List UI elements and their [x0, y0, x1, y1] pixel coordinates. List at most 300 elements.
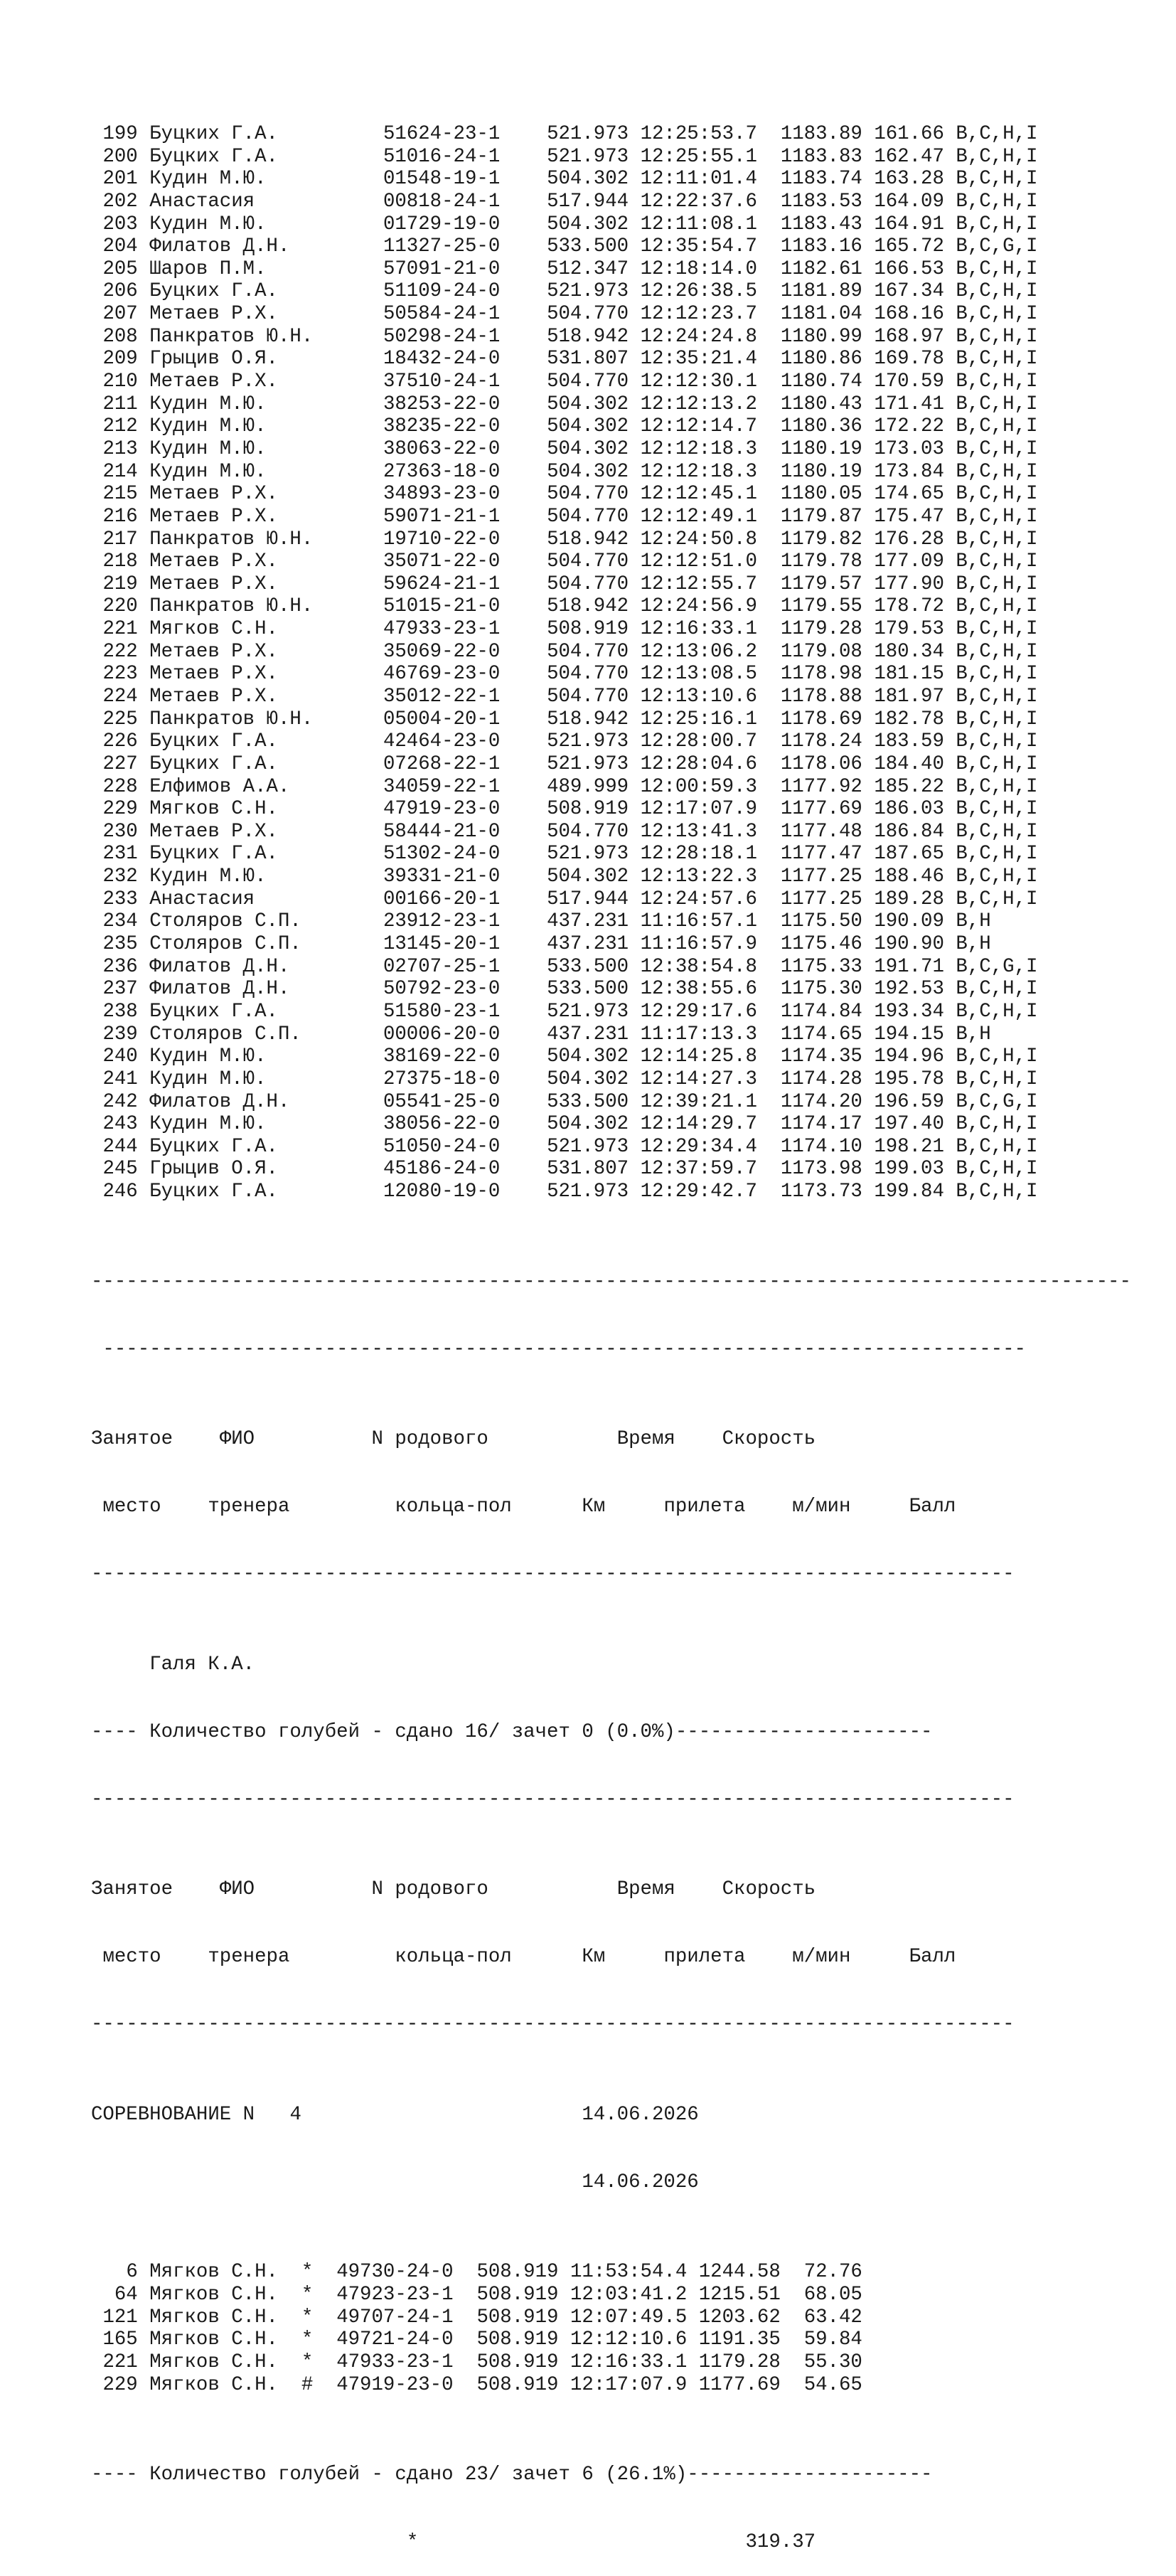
ring-cell: 01548-19-1: [383, 168, 501, 191]
km-cell: 521.973: [547, 730, 629, 753]
place-cell: 218: [102, 550, 138, 573]
table-row: [91, 888, 1131, 911]
ring-cell: 51109-24-0: [383, 280, 501, 303]
points-cell: 191.71: [874, 955, 944, 978]
time-cell: 11:17:13.3: [640, 1023, 757, 1045]
name-cell: Мягков С.Н.: [149, 2373, 278, 2396]
ring-cell: 00818-24-1: [383, 190, 501, 213]
place-cell: 121: [102, 2306, 138, 2328]
place-cell: 221: [102, 618, 138, 641]
table-row: [91, 753, 1131, 776]
km-cell: 533.500: [547, 1090, 629, 1113]
km-cell: 504.302: [547, 393, 629, 415]
place-cell: 246: [102, 1181, 138, 1203]
ring-cell: 35071-22-0: [383, 550, 501, 573]
km-cell: 508.919: [476, 2351, 559, 2373]
speed-cell: 1179.82: [780, 528, 862, 550]
speed-cell: 1179.87: [780, 505, 862, 528]
time-cell: 12:14:27.3: [640, 1068, 757, 1090]
time-cell: 12:12:18.3: [640, 437, 757, 460]
points-cell: 163.28: [874, 168, 944, 191]
km-cell: 533.500: [547, 235, 629, 258]
header-speed-label: м/мин: [792, 1946, 851, 1969]
name-cell: Буцких Г.А.: [149, 752, 278, 775]
km-cell: 504.302: [547, 866, 629, 888]
name-cell: Елфимов А.А.: [149, 775, 290, 798]
ring-cell: 51050-24-0: [383, 1135, 501, 1158]
speed-cell: 1177.25: [780, 888, 862, 910]
time-cell: 12:13:41.3: [640, 820, 757, 843]
speed-cell: 1180.19: [780, 437, 862, 460]
ring-cell: 49730-24-0: [336, 2261, 454, 2284]
ring-cell: 01729-19-0: [383, 213, 501, 235]
ring-cell: 27375-18-0: [383, 1068, 501, 1090]
ring-cell: 50298-24-1: [383, 325, 501, 348]
place-cell: 201: [102, 168, 138, 191]
speed-cell: 1175.46: [780, 933, 862, 956]
place-cell: 221: [102, 2351, 138, 2373]
flags-cell: B,C,H,I: [956, 1113, 1038, 1136]
name-cell: Панкратов Ю.Н.: [149, 595, 314, 618]
table-row: [91, 235, 1131, 258]
time-cell: 12:22:37.6: [640, 190, 757, 213]
flags-cell: B,C,H,I: [956, 550, 1038, 573]
table-row: [91, 393, 1131, 416]
points-cell: 182.78: [874, 708, 944, 730]
flags-cell: B,C,H,I: [956, 573, 1038, 595]
points-cell: 186.84: [874, 820, 944, 843]
header-name-label: ФИО: [219, 1878, 255, 1901]
km-cell: 508.919: [476, 2261, 559, 2284]
time-cell: 12:25:53.7: [640, 122, 757, 145]
time-cell: 11:16:57.9: [640, 933, 757, 956]
flags-cell: B,C,H,I: [956, 820, 1038, 843]
points-cell: 164.91: [874, 213, 944, 235]
place-cell: 209: [102, 348, 138, 371]
place-cell: 233: [102, 888, 138, 910]
ring-cell: 07268-22-1: [383, 752, 501, 775]
table-row: [91, 708, 1131, 731]
place-cell: 242: [102, 1090, 138, 1113]
name-cell: Филатов Д.Н.: [149, 1090, 290, 1113]
km-cell: 518.942: [547, 325, 629, 348]
points-cell: 173.84: [874, 460, 944, 483]
km-cell: 533.500: [547, 955, 629, 978]
km-cell: 504.770: [547, 663, 629, 686]
points-cell: 55.30: [803, 2351, 862, 2373]
place-cell: 228: [102, 775, 138, 798]
speed-cell: 1180.86: [780, 348, 862, 371]
name-cell: Шаров П.М.: [149, 257, 267, 280]
place-cell: 231: [102, 843, 138, 866]
name-cell: Столяров С.П.: [149, 1023, 301, 1045]
name-cell: Грыцив О.Я.: [149, 348, 278, 371]
points-cell: 188.46: [874, 866, 944, 888]
time-cell: 12:12:18.3: [640, 460, 757, 483]
points-cell: 172.22: [874, 415, 944, 438]
points-cell: 54.65: [803, 2373, 862, 2396]
place-cell: 199: [102, 122, 138, 145]
speed-cell: 1175.30: [780, 978, 862, 1001]
points-cell: 175.47: [874, 505, 944, 528]
points-cell: 165.72: [874, 235, 944, 258]
name-cell: Метаев Р.Х.: [149, 663, 278, 686]
time-cell: 12:12:10.6: [570, 2328, 688, 2351]
table-row: [91, 1113, 1131, 1136]
speed-cell: 1180.36: [780, 415, 862, 438]
name-cell: Метаев Р.Х.: [149, 371, 278, 393]
table-row: [91, 146, 1131, 169]
separator-line: -------------------------------------------------------------------------------: [91, 1563, 1015, 1586]
time-cell: 12:12:45.1: [640, 483, 757, 506]
place-cell: 240: [102, 1045, 138, 1068]
header-ring-label: кольца-пол: [395, 1946, 512, 1969]
speed-cell: 1177.47: [780, 843, 862, 866]
header-speed-label: Скорость: [722, 1878, 816, 1901]
km-cell: 437.231: [547, 910, 629, 933]
km-cell: 508.919: [476, 2328, 559, 2351]
time-cell: 12:11:01.4: [640, 168, 757, 191]
flags-cell: B,C,H,I: [956, 1045, 1038, 1068]
name-cell: Кудин М.Ю.: [149, 437, 267, 460]
ring-cell: 51624-23-1: [383, 122, 501, 145]
speed-cell: 1177.69: [698, 2373, 781, 2396]
header-name-label: тренера: [208, 1496, 290, 1518]
points-cell: 186.03: [874, 798, 944, 821]
points-cell: 199.03: [874, 1158, 944, 1181]
flags-cell: B,H: [956, 933, 991, 956]
speed-cell: 1179.57: [780, 573, 862, 595]
ring-cell: 49721-24-0: [336, 2328, 454, 2351]
flags-cell: B,C,H,I: [956, 752, 1038, 775]
ring-cell: 38056-22-0: [383, 1113, 501, 1136]
ring-cell: 45186-24-0: [383, 1158, 501, 1181]
flags-cell: B,C,H,I: [956, 1181, 1038, 1203]
flags-cell: B,C,H,I: [956, 640, 1038, 663]
time-cell: 12:00:59.3: [640, 775, 757, 798]
time-cell: 12:12:51.0: [640, 550, 757, 573]
place-cell: 208: [102, 325, 138, 348]
time-cell: 12:12:23.7: [640, 303, 757, 326]
ring-cell: 38169-22-0: [383, 1045, 501, 1068]
time-cell: 12:12:13.2: [640, 393, 757, 415]
total-points: 319.37: [745, 2531, 816, 2554]
flags-cell: B,C,H,I: [956, 618, 1038, 641]
speed-cell: 1181.89: [780, 280, 862, 303]
table-row: [91, 1158, 1131, 1181]
flags-cell: B,C,H,I: [956, 257, 1038, 280]
place-cell: 64: [114, 2284, 138, 2306]
place-cell: 200: [102, 145, 138, 168]
place-cell: 202: [102, 190, 138, 213]
km-cell: 504.302: [547, 1045, 629, 1068]
ring-cell: 18432-24-0: [383, 348, 501, 371]
place-cell: 227: [102, 752, 138, 775]
mark-cell: *: [301, 2306, 314, 2328]
points-cell: 177.90: [874, 573, 944, 595]
km-cell: 508.919: [547, 798, 629, 821]
header-time-label: Время: [616, 1878, 675, 1901]
name-cell: Метаев Р.Х.: [149, 483, 278, 506]
table-row: [91, 1181, 1131, 1203]
table-row: [91, 663, 1131, 686]
table-row: [91, 303, 1131, 326]
header-km-label: Км: [582, 1946, 606, 1969]
name-cell: Буцких Г.А.: [149, 843, 278, 866]
flags-cell: B,C,H,I: [956, 798, 1038, 821]
time-cell: 12:13:08.5: [640, 663, 757, 686]
time-cell: 12:07:49.5: [570, 2306, 688, 2328]
table-row: [91, 1045, 1131, 1068]
speed-cell: 1174.10: [780, 1135, 862, 1158]
speed-cell: 1179.28: [780, 618, 862, 641]
time-cell: 12:03:41.2: [570, 2284, 688, 2306]
km-cell: 504.770: [547, 371, 629, 393]
summary-text: Количество голубей - сдано 23/ зачет 6 (26.1%): [149, 2464, 688, 2486]
flags-cell: B,C,H,I: [956, 145, 1038, 168]
time-cell: 12:29:17.6: [640, 1000, 757, 1023]
time-cell: 12:28:18.1: [640, 843, 757, 866]
flags-cell: B,C,H,I: [956, 843, 1038, 866]
time-cell: 12:13:10.6: [640, 685, 757, 708]
ring-cell: 59624-21-1: [383, 573, 501, 595]
place-cell: 220: [102, 595, 138, 618]
flags-cell: B,C,H,I: [956, 528, 1038, 550]
points-cell: 72.76: [803, 2261, 862, 2284]
time-cell: 12:14:29.7: [640, 1113, 757, 1136]
speed-cell: 1180.05: [780, 483, 862, 506]
km-cell: 521.973: [547, 122, 629, 145]
name-cell: Метаев Р.Х.: [149, 505, 278, 528]
place-cell: 244: [102, 1135, 138, 1158]
table-row: [91, 910, 1131, 933]
points-cell: 181.15: [874, 663, 944, 686]
ring-cell: 00166-20-1: [383, 888, 501, 910]
ring-cell: 13145-20-1: [383, 933, 501, 956]
points-cell: 189.28: [874, 888, 944, 910]
table-row: [91, 956, 1131, 979]
km-cell: 521.973: [547, 1181, 629, 1203]
name-cell: Буцких Г.А.: [149, 145, 278, 168]
table-row: [91, 2328, 1131, 2351]
points-cell: 59.84: [803, 2328, 862, 2351]
km-cell: 504.302: [547, 213, 629, 235]
time-cell: 12:28:00.7: [640, 730, 757, 753]
km-cell: 504.770: [547, 303, 629, 326]
points-cell: 168.16: [874, 303, 944, 326]
speed-cell: 1178.88: [780, 685, 862, 708]
speed-cell: 1178.98: [780, 663, 862, 686]
place-cell: 203: [102, 213, 138, 235]
km-cell: 504.770: [547, 550, 629, 573]
speed-cell: 1175.33: [780, 955, 862, 978]
points-cell: 162.47: [874, 145, 944, 168]
points-cell: 161.66: [874, 122, 944, 145]
km-cell: 504.302: [547, 168, 629, 191]
ring-cell: 47933-23-1: [383, 618, 501, 641]
points-cell: 190.90: [874, 933, 944, 956]
ring-cell: 38253-22-0: [383, 393, 501, 415]
time-cell: 12:12:14.7: [640, 415, 757, 438]
separator-line: -------------------------------------------------------------------------------: [91, 1338, 1026, 1361]
flags-cell: B,C,H,I: [956, 978, 1038, 1001]
place-cell: 236: [102, 955, 138, 978]
name-cell: Кудин М.Ю.: [149, 168, 267, 191]
ring-cell: 27363-18-0: [383, 460, 501, 483]
place-cell: 234: [102, 910, 138, 933]
place-cell: 239: [102, 1023, 138, 1045]
name-cell: Столяров С.П.: [149, 910, 301, 933]
speed-cell: 1244.58: [698, 2261, 781, 2284]
points-cell: 179.53: [874, 618, 944, 641]
header-speed-label: Скорость: [722, 1428, 816, 1451]
speed-cell: 1174.65: [780, 1023, 862, 1045]
ring-cell: 46769-23-0: [383, 663, 501, 686]
header-time-label: прилета: [663, 1496, 746, 1518]
name-cell: Филатов Д.Н.: [149, 235, 290, 258]
flags-cell: B,C,H,I: [956, 595, 1038, 618]
km-cell: 504.770: [547, 685, 629, 708]
competition-label: СОРЕВНОВАНИЕ N: [91, 2103, 255, 2126]
ring-cell: 50792-23-0: [383, 978, 501, 1001]
place-cell: 241: [102, 1068, 138, 1090]
points-cell: 68.05: [803, 2284, 862, 2306]
name-cell: Метаев Р.Х.: [149, 303, 278, 326]
mark-cell: *: [301, 2351, 314, 2373]
km-cell: 517.944: [547, 190, 629, 213]
flags-cell: B,C,H,I: [956, 460, 1038, 483]
km-cell: 508.919: [476, 2306, 559, 2328]
table-row: [91, 1091, 1131, 1114]
time-cell: 12:18:14.0: [640, 257, 757, 280]
name-cell: Метаев Р.Х.: [149, 550, 278, 573]
place-cell: 204: [102, 235, 138, 258]
km-cell: 504.302: [547, 437, 629, 460]
km-cell: 504.770: [547, 640, 629, 663]
place-cell: 226: [102, 730, 138, 753]
km-cell: 521.973: [547, 280, 629, 303]
points-cell: 63.42: [803, 2306, 862, 2328]
time-cell: 12:24:56.9: [640, 595, 757, 618]
ring-cell: 47923-23-1: [336, 2284, 454, 2306]
km-cell: 504.302: [547, 1113, 629, 1136]
speed-cell: 1177.92: [780, 775, 862, 798]
points-cell: 195.78: [874, 1068, 944, 1090]
points-cell: 170.59: [874, 371, 944, 393]
time-cell: 12:17:07.9: [570, 2373, 688, 2396]
ring-cell: 39331-21-0: [383, 866, 501, 888]
points-cell: 192.53: [874, 978, 944, 1001]
header-ring-label: N родового: [371, 1428, 488, 1451]
name-cell: Панкратов Ю.Н.: [149, 528, 314, 550]
time-cell: 12:12:49.1: [640, 505, 757, 528]
time-cell: 12:26:38.5: [640, 280, 757, 303]
km-cell: 512.347: [547, 257, 629, 280]
km-cell: 518.942: [547, 595, 629, 618]
table-row: [91, 595, 1131, 618]
speed-cell: 1182.61: [780, 257, 862, 280]
name-cell: Грыцив О.Я.: [149, 1158, 278, 1181]
speed-cell: 1183.89: [780, 122, 862, 145]
name-cell: Кудин М.Ю.: [149, 1045, 267, 1068]
column-header-row: [91, 1428, 1131, 1451]
ring-cell: 11327-25-0: [383, 235, 501, 258]
time-cell: 12:29:42.7: [640, 1181, 757, 1203]
flags-cell: B,C,H,I: [956, 348, 1038, 371]
ring-cell: 05004-20-1: [383, 708, 501, 730]
ring-cell: 38235-22-0: [383, 415, 501, 438]
name-cell: Буцких Г.А.: [149, 1181, 278, 1203]
place-cell: 222: [102, 640, 138, 663]
table-row: [91, 978, 1131, 1001]
name-cell: Панкратов Ю.Н.: [149, 325, 314, 348]
speed-cell: 1215.51: [698, 2284, 781, 2306]
name-cell: Кудин М.Ю.: [149, 866, 267, 888]
speed-cell: 1183.74: [780, 168, 862, 191]
name-cell: Кудин М.Ю.: [149, 415, 267, 438]
name-cell: Мягков С.Н.: [149, 2261, 278, 2284]
ring-cell: 38063-22-0: [383, 437, 501, 460]
name-cell: Кудин М.Ю.: [149, 1113, 267, 1136]
header-name-label: ФИО: [219, 1428, 255, 1451]
place-cell: 225: [102, 708, 138, 730]
km-cell: 531.807: [547, 1158, 629, 1181]
header-place-label: место: [102, 1496, 161, 1518]
speed-cell: 1174.28: [780, 1068, 862, 1090]
header-km-label: Км: [582, 1496, 606, 1518]
table-row: [91, 123, 1131, 146]
table-row: [91, 1136, 1131, 1159]
table-row: [91, 483, 1131, 506]
flags-cell: B,C,H,I: [956, 866, 1038, 888]
table-row: [91, 550, 1131, 573]
time-cell: 12:13:06.2: [640, 640, 757, 663]
points-cell: 194.15: [874, 1023, 944, 1045]
ring-cell: 59071-21-1: [383, 505, 501, 528]
mark-cell: *: [301, 2284, 314, 2306]
table-row: [91, 438, 1131, 461]
km-cell: 521.973: [547, 752, 629, 775]
place-cell: 237: [102, 978, 138, 1001]
flags-cell: B,C,H,I: [956, 505, 1038, 528]
ring-cell: 35069-22-0: [383, 640, 501, 663]
km-cell: 504.770: [547, 483, 629, 506]
table-row: [91, 1023, 1131, 1046]
km-cell: 518.942: [547, 708, 629, 730]
header-time-label: Время: [616, 1428, 675, 1451]
name-cell: Панкратов Ю.Н.: [149, 708, 314, 730]
km-cell: 533.500: [547, 978, 629, 1001]
speed-cell: 1180.74: [780, 371, 862, 393]
time-cell: 12:39:21.1: [640, 1090, 757, 1113]
km-cell: 521.973: [547, 843, 629, 866]
place-cell: 207: [102, 303, 138, 326]
points-cell: 194.96: [874, 1045, 944, 1068]
points-cell: 199.84: [874, 1181, 944, 1203]
name-cell: Буцких Г.А.: [149, 1135, 278, 1158]
summary-line: ---- Количество голубей - сдано 23/ зачет 6 (26.1%)---------------------: [91, 2464, 933, 2486]
summary-text: Количество голубей - сдано 16/ зачет 0 (0.0%): [149, 1720, 675, 1743]
km-cell: 437.231: [547, 933, 629, 956]
speed-cell: 1178.24: [780, 730, 862, 753]
total-mark: *: [406, 2531, 419, 2554]
mark-cell: #: [301, 2373, 314, 2396]
km-cell: 504.770: [547, 573, 629, 595]
header-ring-label: N родового: [371, 1878, 488, 1901]
place-cell: 229: [102, 2373, 138, 2396]
km-cell: 517.944: [547, 888, 629, 910]
time-cell: 12:24:50.8: [640, 528, 757, 550]
